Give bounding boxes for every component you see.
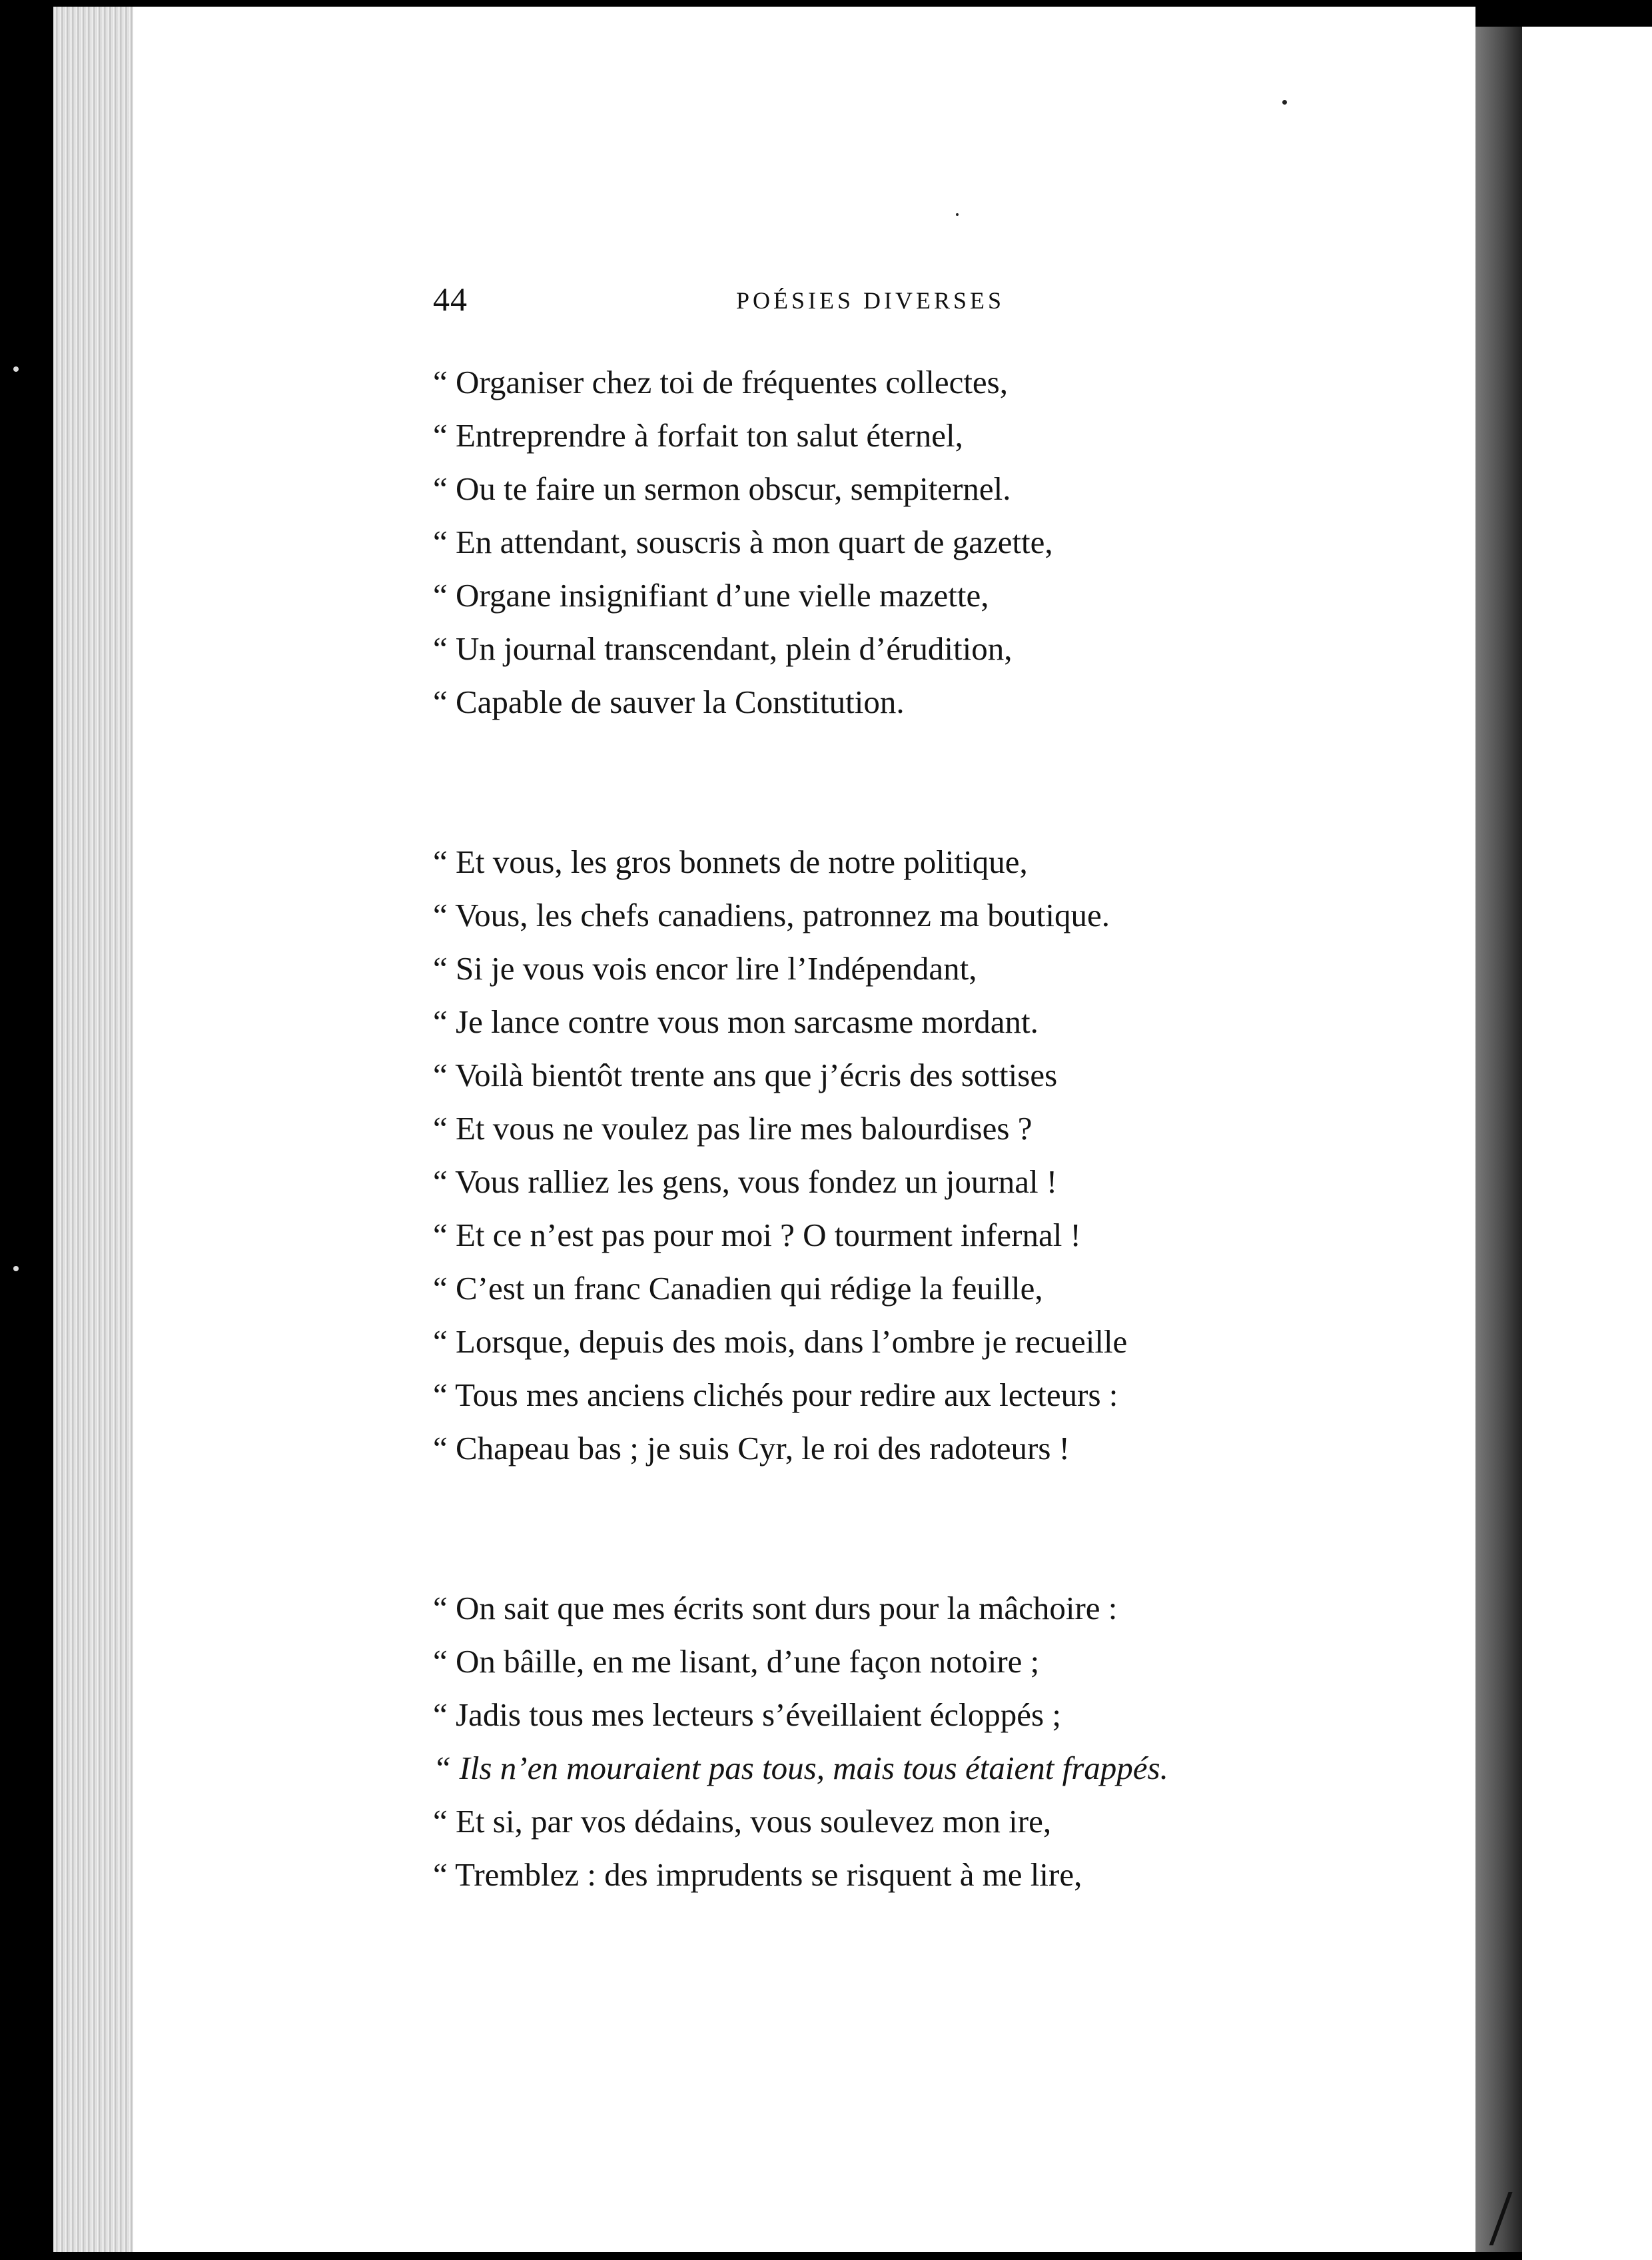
verse-line: “ Voilà bientôt trente ans que j’écris des sottises: [433, 1057, 1058, 1093]
ink-speck: [13, 1266, 19, 1271]
running-head: [433, 280, 1432, 326]
verse-line: “ Entreprendre à forfait ton salut éternel,: [433, 417, 963, 454]
stanza-3: [433, 1586, 1366, 1906]
verse-line: “ Tremblez : des imprudents se risquent à me lire,: [433, 1856, 1082, 1893]
ink-speck: [956, 213, 959, 216]
verse-line: “ Et ce n’est pas pour moi ? O tourment infernal !: [433, 1217, 1081, 1253]
stanza-2: [433, 840, 1366, 1479]
verse-line: “ Je lance contre vous mon sarcasme mordant.: [433, 1003, 1038, 1040]
verse-line: “ Chapeau bas ; je suis Cyr, le roi des radoteurs !: [433, 1430, 1070, 1466]
verse-line: “ En attendant, souscris à mon quart de gazette,: [433, 524, 1053, 560]
verse-line: “ Vous, les chefs canadiens, patronnez ma boutique.: [433, 897, 1110, 933]
ink-speck: [1282, 100, 1287, 105]
verse-line: “ Lorsque, depuis des mois, dans l’ombre je recueille: [433, 1323, 1128, 1360]
verse-line: “ Et si, par vos dédains, vous soulevez mon ire,: [433, 1803, 1052, 1840]
page-number: 44: [433, 281, 468, 318]
verse-line: “ Organiser chez toi de fréquentes collectes,: [433, 364, 1009, 400]
verse-line: “ On bâille, en me lisant, d’une façon notoire ;: [433, 1643, 1040, 1680]
verse-line: “ Organe insignifiant d’une vielle mazette,: [433, 577, 989, 614]
verse-line-italic: “ Ils n’en mouraient pas tous, mais tous étaient frappés.: [433, 1750, 1168, 1786]
verse-line: “ C’est un franc Canadien qui rédige la feuille,: [433, 1270, 1043, 1307]
facing-page-edge: [1522, 27, 1652, 2260]
ink-speck: [13, 366, 19, 372]
gutter-shadow: [1475, 27, 1522, 2252]
running-title: POÉSIES DIVERSES: [736, 287, 1005, 314]
verse-line: “ On sait que mes écrits sont durs pour la mâchoire :: [433, 1590, 1118, 1626]
verse-line: “ Jadis tous mes lecteurs s’éveillaient écloppés ;: [433, 1696, 1061, 1733]
verse-line: “ Et vous, les gros bonnets de notre politique,: [433, 844, 1028, 880]
verse-line: “ Et vous ne voulez pas lire mes balourdises ?: [433, 1110, 1032, 1147]
verse-line: “ Vous ralliez les gens, vous fondez un journal !: [433, 1163, 1058, 1200]
verse-line: “ Un journal transcendant, plein d’érudition,: [433, 630, 1013, 667]
verse-line: “ Si je vous vois encor lire l’Indépendant,: [433, 950, 977, 987]
stanza-1: [433, 360, 1366, 733]
verse-line: “ Ou te faire un sermon obscur, sempiternel.: [433, 470, 1011, 507]
verse-line: “ Tous mes anciens clichés pour redire aux lecteurs :: [433, 1377, 1118, 1413]
verse-line: “ Capable de sauver la Constitution.: [433, 684, 905, 720]
